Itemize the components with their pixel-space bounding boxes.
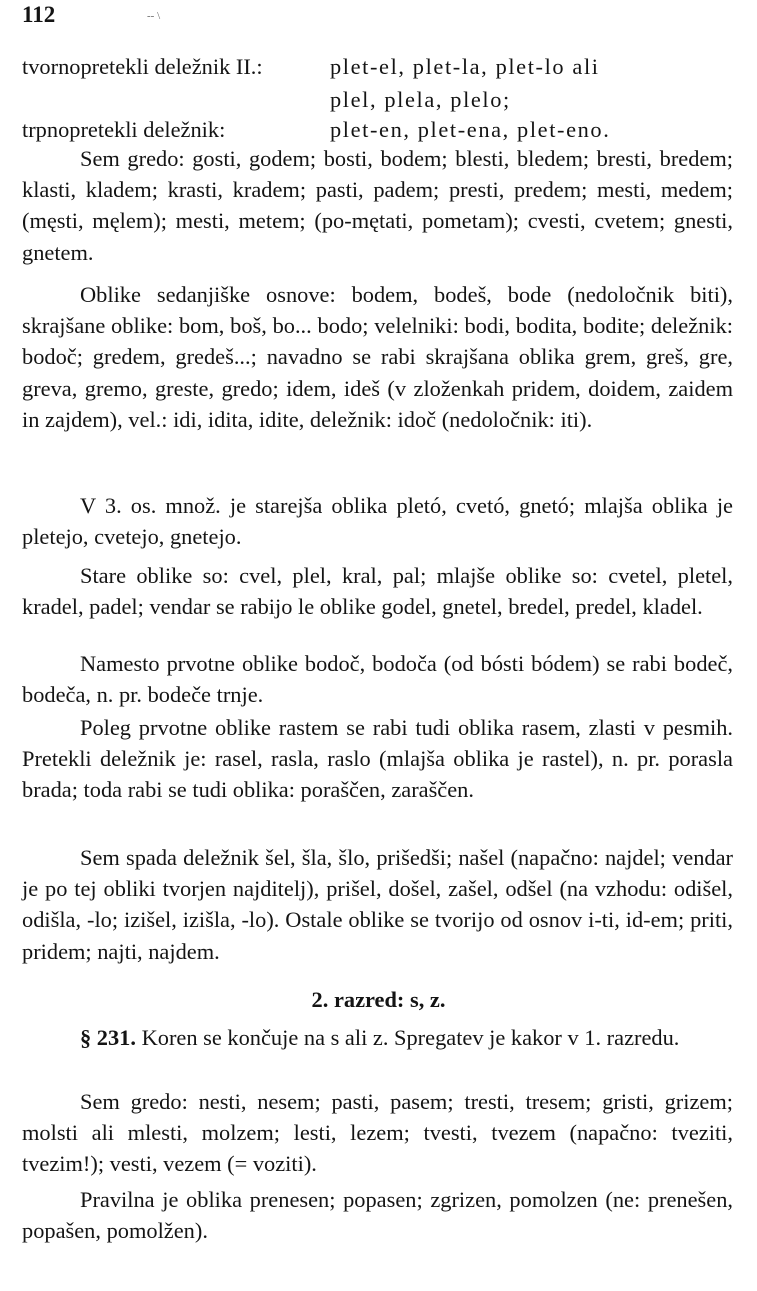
section-heading: 2. razred: s, z. (311, 987, 446, 1012)
section-text: Koren se končuje na s ali z. Spregatev je kakor v 1. razredu. (141, 1025, 680, 1050)
paragraph: Namesto prvotne oblike bodoč, bodoča (od bósti bódem) se rabi bodeč, bodeča, n. pr. bodeče trnje. (22, 651, 733, 708)
participle-forms: plet-el, plet-la, plet-lo ali (330, 54, 600, 79)
paragraph: Sem gredo: gosti, godem; bosti, bodem; blesti, bledem; bresti, bredem; klasti, kladem; krasti, kradem; pasti, padem; presti, predem; mesti, medem; (męsti, męlem); mesti, metem; (po-mętati, pometam); cvesti, cvetem; gnesti, gnetem. (22, 146, 733, 265)
paragraph: Stare oblike so: cvel, plel, kral, pal; mlajše oblike so: cvetel, pletel, kradel, padel; vendar se rabijo le oblike godel, gnetel, bredel, predel, kladel. (22, 563, 733, 620)
paragraph: Pravilna je oblika prenesen; popasen; zgrizen, pomolzen (ne: prenešen, popašen, pomolžen). (22, 1187, 733, 1244)
participle-label: trpnopretekli deležnik: (22, 117, 226, 142)
page-number: 112 (22, 2, 56, 27)
participle-forms: plel, plela, plelo; (330, 87, 511, 112)
participle-forms: plet-en, plet-ena, plet-eno. (330, 117, 611, 142)
paragraph: Sem gredo: nesti, nesem; pasti, pasem; tresti, tresem; gristi, grizem; molsti ali mlesti, molzem; lesti, lezem; tvesti, tvezem (napačno: tveziti, tvezim!); vesti, vezem (= voziti). (22, 1089, 733, 1177)
print-speck: -- \ (147, 10, 161, 22)
paragraph: V 3. os. množ. je starejša oblika pletó, cvetó, gnetó; mlajša oblika je pletejo, cvetejo, gnetejo. (22, 493, 733, 550)
participle-label: tvornopretekli deležnik II.: (22, 54, 263, 79)
section-number: § 231. (80, 1025, 136, 1050)
paragraph: Poleg prvotne oblike rastem se rabi tudi oblika rasem, zlasti v pesmih. Pretekli deležnik je: rasel, rasla, raslo (mlajša oblika je rastel), n. pr. porasla brada; toda rabi se tudi oblika: poraščen, zaraščen. (22, 715, 733, 803)
paragraph: Sem spada deležnik šel, šla, šlo, prišedši; našel (napačno: najdel; vendar je po tej obliki tvorjen najditelj), prišel, došel, zašel, odšel (na vzhodu: odišel, odišla, -lo; izišel, izišla, -lo). Ostale oblike se tvorijo od osnov i-ti, id-em; priti, pridem; najti, najdem. (22, 845, 733, 964)
section-paragraph (22, 1022, 733, 1053)
paragraph: Oblike sedanjiške osnove: bodem, bodeš, bode (nedoločnik biti), skrajšane oblike: bom, boš, bo... bodo; velelniki: bodi, bodita, bodite; deležnik: bodoč; gredem, gredeš...; navadno se rabi skrajšana oblika grem, greš, gre, greva, gremo, greste, gredo; idem, ideš (v zloženkah pridem, doidem, zaidem in zajdem), vel.: idi, idita, idite, deležnik: idoč (nedoločnik: iti). (22, 282, 733, 432)
